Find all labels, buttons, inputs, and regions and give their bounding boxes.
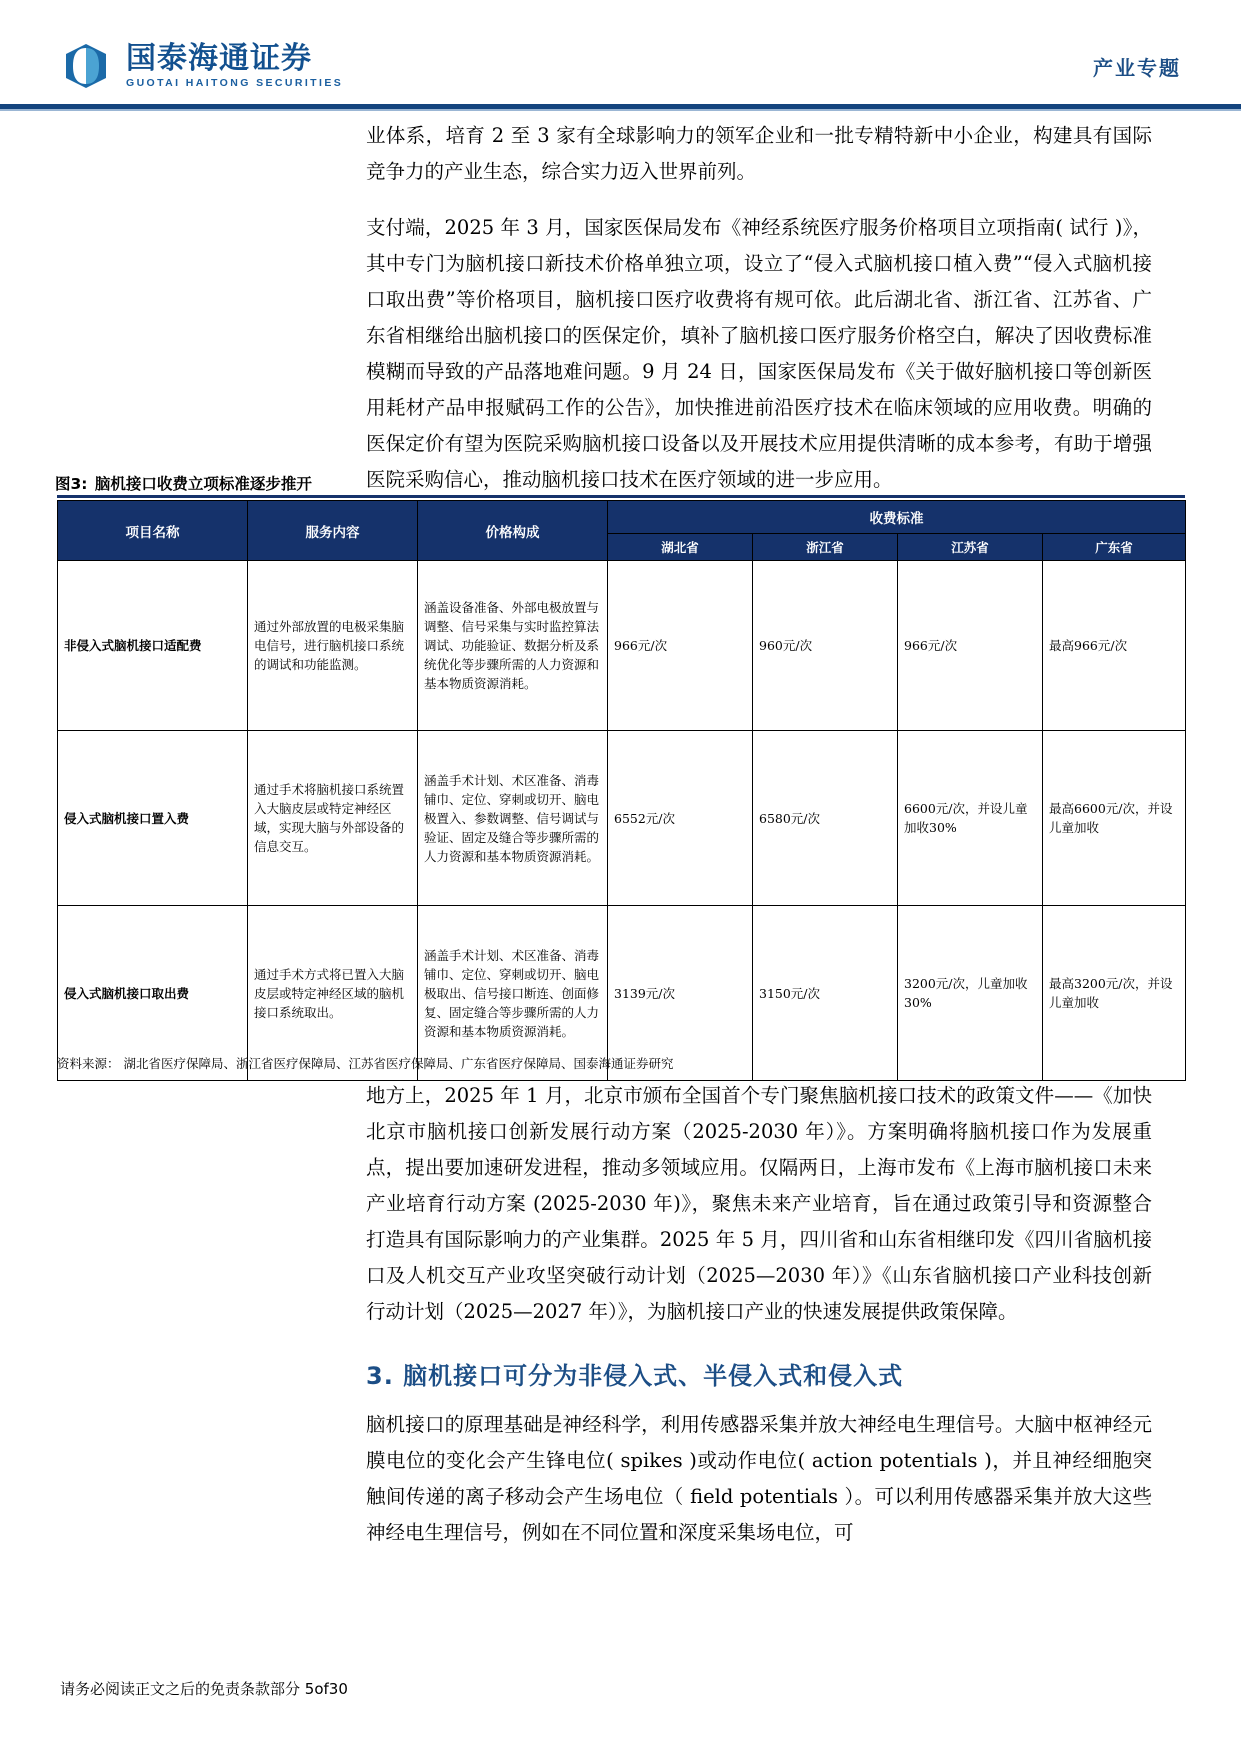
cell-price-zhejiang: 6580元/次 [753, 731, 898, 906]
body-text-top [366, 118, 1152, 518]
section-heading-3: 3. 脑机接口可分为非侵入式、半侵入式和侵入式 [366, 1362, 904, 1390]
table-header-row-1 [58, 501, 1186, 534]
figure-caption [55, 472, 312, 494]
cell-price-composition: 涵盖设备准备、外部电极放置与调整、信号采集与实时监控算法调试、功能验证、数据分析及系统优化等步骤所需的人力资源和基本物质资源消耗。 [418, 561, 608, 731]
paragraph-3: 地方上，2025 年 1 月，北京市颁布全国首个专门聚焦脑机接口技术的政策文件——《加快北京市脑机接口创新发展行动方案（2025-2030 年）》。方案明确将脑机接口作为发展重点，提出要加速研发进程，推动多领域应用。仅隔两日，上海市发布《上海市脑机接口未来产业培育行动方案 (2025-2030 年)》，聚焦未来产业培育，旨在通过政策引导和资源整合打造具有国际影响力的产业集群。2025 年 5 月，四川省和山东省相继印发《四川省脑机接口及人机交互产业攻坚突破行动计划（2025—2030 年）》《山东省脑机接口产业科技创新行动计划（2025—2027 年）》，为脑机接口产业的快速发展提供政策保障。 [366, 1084, 1152, 1323]
figure-label: 图3: [55, 475, 88, 493]
cell-price-hubei: 3139元/次 [608, 906, 753, 1081]
th-charging-standard: 收费标准 [608, 501, 1186, 534]
page-header [0, 0, 1241, 112]
cell-price-composition: 涵盖手术计划、术区准备、消毒铺巾、定位、穿刺或切开、脑电极置入、参数调整、信号调试与验证、固定及缝合等步骤所需的人力资源和基本物质资源消耗。 [418, 731, 608, 906]
cell-project-name: 非侵入式脑机接口适配费 [58, 561, 248, 731]
pricing-standards-table [57, 500, 1186, 1081]
paragraph-2: 支付端，2025 年 3 月，国家医保局发布《神经系统医疗服务价格项目立项指南( 试行 )》，其中专门为脑机接口新技术价格单独立项，设立了“侵入式脑机接口植入费”“侵入式脑机接口取出费”等价格项目，脑机接口医疗收费将有规可依。此后湖北省、浙江省、江苏省、广东省相继给出脑机接口的医保定价，填补了脑机接口医疗服务价格空白，解决了因收费标准模糊而导致的产品落地难问题。9 月 24 日，国家医保局发布《关于做好脑机接口等创新医用耗材产品申报赋码工作的公告》，加快推进前沿医疗技术在临床领域的应用收费。明确的医保定价有望为医院采购脑机接口设备以及开展技术应用提供清晰的成本参考，有助于增强医院采购信心，推动脑机接口技术在医疗领域的进一步应用。 [366, 216, 1152, 491]
logo-title-cn: 国泰海通证券 [126, 40, 312, 76]
cell-price-jiangsu: 6600元/次，并设儿童加收30% [898, 731, 1043, 906]
figure-title-text: 脑机接口收费立项标准逐步推开 [94, 475, 312, 493]
cell-price-guangdong: 最高3200元/次，并设儿童加收 [1043, 906, 1186, 1081]
paragraph-1: 业体系，培育 2 至 3 家有全球影响力的领军企业和一批专精特新中小企业，构建具有国际竞争力的产业生态，综合实力迈入世界前列。 [366, 124, 1152, 183]
logo-title-en: GUOTAI HAITONG SECURITIES [126, 77, 344, 90]
cell-project-name: 侵入式脑机接口取出费 [58, 906, 248, 1081]
header-divider-secondary [0, 109, 1241, 111]
cell-service-content: 通过手术方式将已置入大脑皮层或特定神经区域的脑机接口系统取出。 [248, 906, 418, 1081]
th-price-composition: 价格构成 [418, 501, 608, 561]
cell-price-jiangsu: 966元/次 [898, 561, 1043, 731]
table-top-rule [57, 495, 1185, 498]
th-province-hubei: 湖北省 [608, 534, 753, 561]
cell-price-hubei: 966元/次 [608, 561, 753, 731]
cell-service-content: 通过外部放置的电极采集脑电信号，进行脑机接口系统的调试和功能监测。 [248, 561, 418, 731]
guotai-haitong-logo-icon [60, 40, 112, 92]
figure-source: 资料来源： 湖北省医疗保障局、浙江省医疗保障局、江苏省医疗保障局、广东省医疗保障局、国泰海通证券研究 [57, 1056, 674, 1071]
cell-price-guangdong: 最高6600元/次，并设儿童加收 [1043, 731, 1186, 906]
th-province-zhejiang: 浙江省 [753, 534, 898, 561]
cell-price-jiangsu: 3200元/次，儿童加收30% [898, 906, 1043, 1081]
body-text-bottom [366, 1078, 1152, 1571]
cell-price-guangdong: 最高966元/次 [1043, 561, 1186, 731]
th-province-jiangsu: 江苏省 [898, 534, 1043, 561]
cell-price-zhejiang: 3150元/次 [753, 906, 898, 1081]
th-province-guangdong: 广东省 [1043, 534, 1186, 561]
cell-price-zhejiang: 960元/次 [753, 561, 898, 731]
cell-project-name: 侵入式脑机接口置入费 [58, 731, 248, 906]
brand-logo [60, 40, 343, 92]
th-project-name: 项目名称 [58, 501, 248, 561]
table-row [58, 561, 1186, 731]
cell-price-composition: 涵盖手术计划、术区准备、消毒铺巾、定位、穿刺或切开、脑电极取出、信号接口断连、创面修复、固定缝合等步骤所需的人力资源和基本物质资源消耗。 [418, 906, 608, 1081]
cell-service-content: 通过手术将脑机接口系统置入大脑皮层或特定神经区域，实现大脑与外部设备的信息交互。 [248, 731, 418, 906]
table-row [58, 731, 1186, 906]
cell-price-hubei: 6552元/次 [608, 731, 753, 906]
page-footer: 请务必阅读正文之后的免责条款部分 5of30 [60, 1680, 348, 1698]
paragraph-4: 脑机接口的原理基础是神经科学，利用传感器采集并放大神经电生理信号。大脑中枢神经元膜电位的变化会产生锋电位( spikes )或动作电位( action potentials )，并且神经细胞突触间传递的离子移动会产生场电位（ field potentials ）。可以利用传感器采集并放大这些神经电生理信号，例如在不同位置和深度采集场电位，可 [366, 1413, 1152, 1544]
th-service-content: 服务内容 [248, 501, 418, 561]
header-section-title: 产业专题 [1093, 56, 1181, 80]
